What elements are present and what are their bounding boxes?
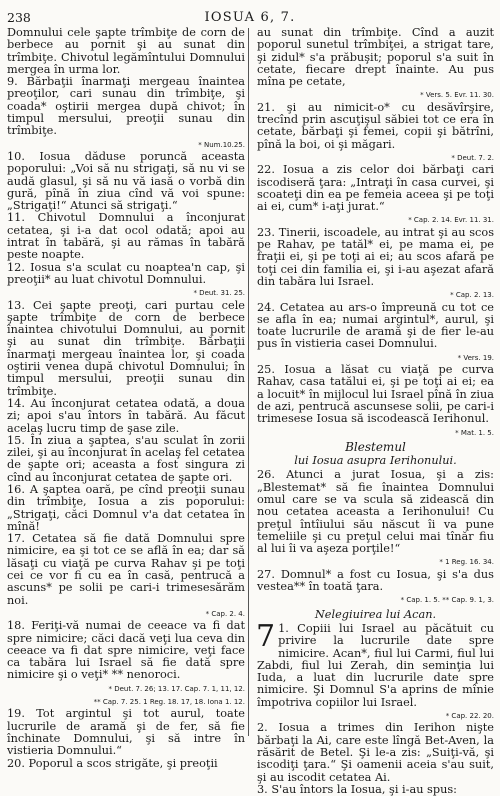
section-heading: Blestemul [345, 439, 406, 454]
verse-text: au sunat din trîmbiţe. Cînd a auzit poporul sunetul trîmbiţei, a strigat tare, şi zidul* s'a prăbuşit; poporul s'a suit în cetate, fiecare drept înainte. Au pus mîna pe cetate, [257, 26, 494, 89]
verse-18: 18. Feriţi-vă numai de ceeace va fi dat spre nimicire; căci dacă veţi lua ceva din ceeace va fi dat spre nimicire, veţi face ca tabăra lui Israel să fie dată spre nimicire şi o veţi* ** nenoroci. [7, 619, 245, 682]
cross-reference: * Cap. 22. 20. [445, 712, 494, 721]
column-divider [248, 28, 249, 736]
verse-text: Domnului cele şapte trîmbiţe de corn de berbece au pornit şi au sunat din trîmbiţe. Chivotul legămîntului Domnului mergea în urma lor. [7, 26, 245, 76]
verse-15: 15. În ziua a şaptea, s'au sculat în zorii zilei, şi au înconjurat în acelaş fel cetatea de şapte ori; aceasta a fost singura zi cînd au înconjurat cetatea de şapte ori. [7, 433, 245, 484]
cross-reference: * Deut. 7. 26; 13. 17. Cap. 7. 1, 11, 12. [108, 684, 245, 693]
page-header [0, 4, 500, 24]
right-column [257, 27, 494, 796]
verse-20: 20. Poporul a scos strigăte, şi preoţii [7, 756, 218, 770]
cross-reference: * Cap. 2. 13. [450, 291, 494, 300]
left-column [7, 27, 245, 770]
cross-reference: * Mat. 1. 5. [455, 428, 494, 437]
verse-19: 19. Tot argintul şi tot aurul, toate lucrurile de aramă şi de fer, să fie închinate Domnului, şi să intre în vistieria Domnului.“ [7, 707, 245, 758]
cross-reference: * 1 Reg. 16. 34. [439, 558, 494, 567]
verse-26: 26. Atunci a jurat Iosua, şi a zis: „Blestemat* să fie înaintea Domnului omul care se va scula să zidească din nou cetatea aceasta a Ierihonului! Cu preţul întîiului său născut îi va pune temeliile şi cu preţul celui mai tînăr fiu al lui îi va aşeza porţile!“ [257, 468, 494, 556]
cross-reference: * Num.10.25. [198, 140, 245, 149]
verse-23: 23. Tinerii, iscoadele, au intrat şi au scos pe Rahav, pe tatăl* ei, pe mama ei, pe fraţii ei, şi pe toţi ai ei; au scos afară pe toţi cei din familia ei, şi i-au aşezat afară din tabăra lui Israel. [257, 225, 494, 288]
verse-21: 21. şi au nimicit-o* cu desăvîrşire, trecînd prin ascuţişul săbiei tot ce era în cetate, bărbaţi şi femei, copii şi bătrîni, pînă la boi, oi şi măgari. [257, 100, 494, 151]
cross-reference: * Cap. 2. 4. [205, 609, 245, 618]
cross-reference: * Vers. 5. Evr. 11. 30. [420, 91, 494, 100]
running-title: IOSUA 6, 7. [204, 10, 296, 25]
chapter-7-verse-1: 7 1. Copiii lui Israel au păcătuit cu privire la lucrurile date spre nimicire. Acan*, fiul lui Carmi, fiul lui Zabdi, fiul lui Zerah, din seminţia lui Iuda, a luat din lucrurile date spre nimicire. Şi Domnul S'a aprins de mînie împotriva copiilor lui Israel. [256, 618, 494, 709]
verse-3: 3. S'au întors la Iosua, şi i-au spus: [257, 782, 457, 796]
verse-9: 9. Bărbaţii înarmaţi mergeau înaintea preoţilor, cari sunau din trîmbiţe, şi coada* oştirii mergea după chivot; în timpul mersului, preoţii sunau din trîmbiţe. [7, 75, 245, 138]
verse-16: 16. A şaptea oară, pe cînd preoţii sunau din trîmbiţe, Iosua a zis poporului: „Strigaţi, căci Domnul v'a dat cetatea în mînă! [7, 482, 245, 533]
cross-reference: * Vers. 19. [457, 353, 494, 362]
verse-14: 14. Au înconjurat cetatea odată, a doua zi; apoi s'au întors în tabără. Au făcut acelaş lucru timp de şase zile. [7, 396, 245, 435]
page-number: 238 [7, 10, 31, 25]
verse-12: 12. Iosua s'a sculat cu noaptea'n cap, şi preoţii* au luat chivotul Domnului. [7, 260, 245, 286]
verse-10: 10. Iosua dăduse poruncă aceasta poporului: „Voi să nu strigaţi, să nu vi se audă glasul, şi să nu vă iasă o vorbă din gură, pînă în ziua cînd vă voi spune: „Strigaţi!“ Atunci să strigaţi.“ [7, 149, 245, 213]
section-heading: Nelegiuirea lui Acan. [314, 607, 437, 621]
cross-reference: * Deut. 31. 25. [193, 289, 245, 298]
verse-11: 11. Chivotul Domnului a înconjurat cetatea, şi i-a dat ocol odată; apoi au intrat în tabără, şi au rămas în tabără peste noapte. [7, 211, 245, 262]
verse-13: 13. Cei şapte preoţi, cari purtau cele şapte trîmbiţe de corn de berbece înaintea chivotului Domnului, au pornit şi au sunat din trîmbiţe. Bărbaţii înarmaţi mergeau înaintea lor, şi coada oştirii venea după chivotul Domnului; în timpul mersului, preoţii sunau din trîmbiţe. [7, 298, 245, 398]
verse-22: 22. Iosua a zis celor doi bărbaţi cari iscodiseră ţara: „Intraţi în casa curvei, şi scoateţi din ea pe femeia aceea şi pe toţi ai ei, cum* i-aţi jurat.“ [257, 163, 494, 214]
cross-reference: * Cap. 2. 14. Evr. 11. 31. [408, 216, 494, 225]
verse-24: 24. Cetatea au ars-o împreună cu tot ce se afla în ea; numai argintul*, aurul, şi toate lucrurile de aramă şi de fier le-au pus în vistieria casei Domnului. [257, 300, 494, 351]
verse-17: 17. Cetatea să fie dată Domnului spre nimicire, ea şi tot ce se află în ea; dar să lăsaţi cu viaţă pe curva Rahav şi pe toţi cei ce vor fi cu ea în casă, pentrucă a ascuns* pe solii pe cari-i trimesesărăm noi. [7, 532, 245, 607]
cross-reference: * Cap. 1. 5. ** Cap. 9. 1, 3. [400, 596, 494, 605]
verse-2: 2. Iosua a trimes din Ierihon nişte bărbaţi la Ai, care este lîngă Bet-Aven, la răsărit de Betel. Şi le-a zis: „Suiţi-vă, şi iscodiţi ţara.“ Şi oamenii aceia s'au suit, şi au iscodit cetatea Ai. [257, 721, 494, 784]
chapter-number: 7 [256, 618, 276, 654]
verse-27: 27. Domnul* a fost cu Iosua, şi s'a dus vestea** în toată ţara. [257, 567, 494, 594]
cross-reference: * Deut. 7. 2. [451, 153, 494, 162]
verse-25: 25. Iosua a lăsat cu viaţă pe curva Rahav, casa tatălui ei, şi pe toţi ai ei; ea a locuit* în mijlocul lui Israel pînă în ziua de azi, pentrucă ascunsese solii, pe cari-i trimesese Iosua să iscodească Ierihonul. [257, 363, 494, 426]
cross-reference: ** Cap. 7. 25. 1 Reg. 18. 17, 18. Iona 1. 12. [93, 698, 245, 707]
section-subheading: lui Iosua asupra Ierihonului. [294, 454, 457, 468]
